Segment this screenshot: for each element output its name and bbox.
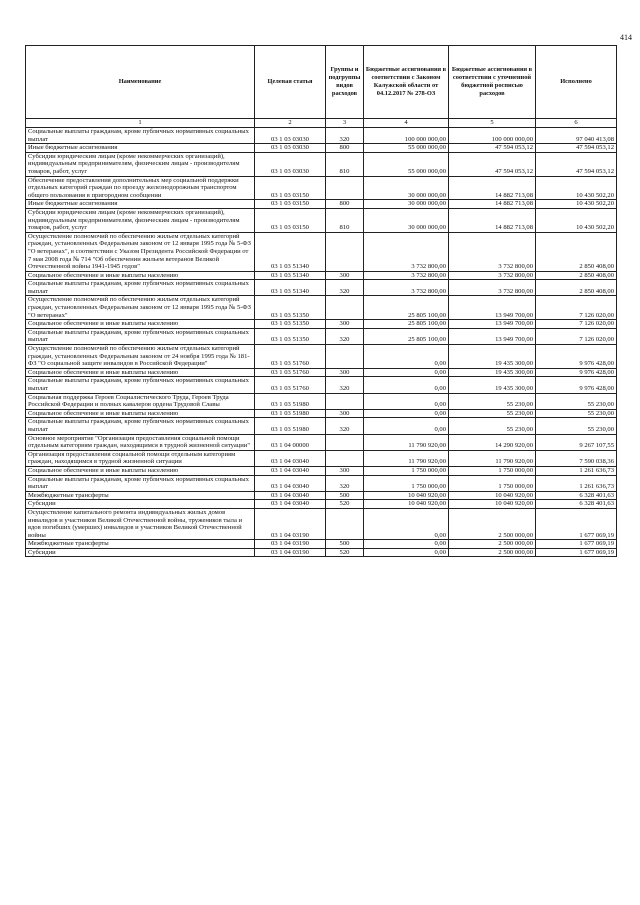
row-expense-group: 300 (326, 320, 364, 329)
row-name: Социальное обеспечение и иные выплаты населению (26, 409, 255, 418)
row-executed: 10 430 502,20 (536, 200, 617, 209)
row-name: Социальные выплаты гражданам, кроме публичных нормативных социальных выплат (26, 377, 255, 393)
row-refined-allocation: 2 500 000,00 (449, 548, 536, 557)
row-name: Обеспечение предоставления дополнительных мер социальной поддержки отдельных категорий граждан по проезду железнодорожным транспортом общего пользования в пригородном сообщении (26, 176, 255, 200)
header-name: Наименование (26, 46, 255, 119)
row-law-allocation: 25 805 100,00 (364, 320, 449, 329)
row-law-allocation: 55 000 000,00 (364, 152, 449, 176)
table-row (26, 232, 617, 271)
row-refined-allocation: 55 230,00 (449, 393, 536, 409)
row-target-article: 03 1 04 03190 (255, 508, 326, 539)
row-name: Социальные выплаты гражданам, кроме публичных нормативных социальных выплат (26, 418, 255, 434)
row-target-article: 03 1 03 03150 (255, 200, 326, 209)
row-target-article: 03 1 03 51760 (255, 377, 326, 393)
table-row (26, 128, 617, 144)
row-law-allocation: 0,00 (364, 548, 449, 557)
row-refined-allocation: 3 732 800,00 (449, 271, 536, 280)
row-name: Осуществление полномочий по обеспечению жильем отдельных категорий граждан, установленных Федеральным законом от 12 января 1995 года № 5-ФЗ "О ветеранах", в соответствии с Указом Президента Российской Федерации от 7 мая 2008 года № 714 "Об обеспечении жильем ветеранов Великой Отечественной войны 1941-1945 годов" (26, 232, 255, 271)
row-executed: 9 976 428,00 (536, 377, 617, 393)
row-name: Субсидии юридическим лицам (кроме некоммерческих организаций), индивидуальным предпринимателям, физическим лицам - производителям товаров, работ, услуг (26, 208, 255, 232)
row-target-article: 03 1 04 03190 (255, 548, 326, 557)
row-target-article: 03 1 03 51980 (255, 418, 326, 434)
table-row (26, 280, 617, 296)
row-refined-allocation: 19 435 300,00 (449, 377, 536, 393)
column-number-row (26, 119, 617, 128)
header-refined-allocation: Бюджетные ассигнования в соответствии с уточненной бюджетной росписью расходов (449, 46, 536, 119)
row-law-allocation: 30 000 000,00 (364, 176, 449, 200)
row-name: Социальное обеспечение и иные выплаты населению (26, 320, 255, 329)
row-law-allocation: 1 750 000,00 (364, 475, 449, 491)
row-name: Социальные выплаты гражданам, кроме публичных нормативных социальных выплат (26, 128, 255, 144)
row-law-allocation: 3 732 800,00 (364, 280, 449, 296)
row-target-article: 03 1 04 00000 (255, 434, 326, 450)
row-target-article: 03 1 03 03150 (255, 176, 326, 200)
row-name: Социальные выплаты гражданам, кроме публичных нормативных социальных выплат (26, 328, 255, 344)
row-refined-allocation: 47 594 053,12 (449, 152, 536, 176)
table-row (26, 208, 617, 232)
table-row (26, 176, 617, 200)
row-target-article: 03 1 03 51350 (255, 296, 326, 320)
header-law-allocation: Бюджетные ассигнования в соответствии с Законом Калужской области от 04.12.2017 № 278-ОЗ (364, 46, 449, 119)
row-law-allocation: 0,00 (364, 377, 449, 393)
row-refined-allocation: 1 750 000,00 (449, 466, 536, 475)
row-executed: 47 594 053,12 (536, 152, 617, 176)
row-refined-allocation: 2 500 000,00 (449, 508, 536, 539)
row-target-article: 03 1 04 03190 (255, 540, 326, 549)
row-refined-allocation: 13 949 700,00 (449, 320, 536, 329)
column-number: 3 (326, 119, 364, 128)
row-executed: 2 850 408,00 (536, 232, 617, 271)
row-law-allocation: 0,00 (364, 409, 449, 418)
row-target-article: 03 1 04 03040 (255, 500, 326, 509)
row-executed: 9 976 428,00 (536, 345, 617, 369)
row-name: Иные бюджетные ассигнования (26, 200, 255, 209)
row-name: Осуществление полномочий по обеспечению жильем отдельных категорий граждан, установленных Федеральным законом от 24 ноября 1995 года № 181-ФЗ "О социальной защите инвалидов в Российской Федерации" (26, 345, 255, 369)
row-executed: 1 677 069,19 (536, 540, 617, 549)
row-expense-group (326, 176, 364, 200)
row-executed: 9 976 428,00 (536, 368, 617, 377)
row-law-allocation: 25 805 100,00 (364, 296, 449, 320)
row-target-article: 03 1 03 51340 (255, 232, 326, 271)
column-number: 1 (26, 119, 255, 128)
row-expense-group: 520 (326, 500, 364, 509)
row-expense-group: 500 (326, 491, 364, 500)
row-executed: 7 590 038,36 (536, 450, 617, 466)
row-expense-group (326, 296, 364, 320)
row-name: Социальное обеспечение и иные выплаты населению (26, 368, 255, 377)
row-refined-allocation: 14 882 713,08 (449, 208, 536, 232)
row-law-allocation: 1 750 000,00 (364, 466, 449, 475)
row-expense-group: 320 (326, 377, 364, 393)
row-expense-group: 300 (326, 271, 364, 280)
row-expense-group: 300 (326, 368, 364, 377)
table-row (26, 328, 617, 344)
row-target-article: 03 1 03 51340 (255, 271, 326, 280)
row-target-article: 03 1 03 51350 (255, 328, 326, 344)
row-executed: 7 126 020,00 (536, 328, 617, 344)
row-law-allocation: 30 000 000,00 (364, 200, 449, 209)
row-executed: 55 230,00 (536, 418, 617, 434)
row-law-allocation: 0,00 (364, 345, 449, 369)
row-expense-group (326, 508, 364, 539)
row-refined-allocation: 19 435 300,00 (449, 345, 536, 369)
row-target-article: 03 1 03 51760 (255, 368, 326, 377)
table-row (26, 200, 617, 209)
row-target-article: 03 1 03 03030 (255, 128, 326, 144)
table-row (26, 450, 617, 466)
row-expense-group: 800 (326, 144, 364, 153)
table-row (26, 540, 617, 549)
table-row (26, 475, 617, 491)
row-refined-allocation: 19 435 300,00 (449, 368, 536, 377)
row-executed: 1 677 069,19 (536, 548, 617, 557)
row-executed: 9 267 107,55 (536, 434, 617, 450)
row-target-article: 03 1 03 03030 (255, 152, 326, 176)
row-refined-allocation: 14 882 713,08 (449, 176, 536, 200)
row-executed: 10 430 502,20 (536, 208, 617, 232)
table-row (26, 320, 617, 329)
row-target-article: 03 1 04 03040 (255, 475, 326, 491)
table-row (26, 548, 617, 557)
row-name: Осуществление капитального ремонта индивидуальных жилых домов инвалидов и участников Великой Отечественной войны, тружеников тыла и вдов погибших (умерших) инвалидов и участников Великой Отечественной войны (26, 508, 255, 539)
row-expense-group: 810 (326, 208, 364, 232)
row-name: Межбюджетные трансферты (26, 540, 255, 549)
row-refined-allocation: 3 732 800,00 (449, 280, 536, 296)
row-refined-allocation: 2 500 000,00 (449, 540, 536, 549)
column-number: 5 (449, 119, 536, 128)
row-name: Социальные выплаты гражданам, кроме публичных нормативных социальных выплат (26, 475, 255, 491)
table-row (26, 345, 617, 369)
row-expense-group: 320 (326, 475, 364, 491)
row-refined-allocation: 13 949 700,00 (449, 328, 536, 344)
row-expense-group (326, 232, 364, 271)
row-name: Субсидии (26, 548, 255, 557)
row-target-article: 03 1 03 51350 (255, 320, 326, 329)
row-refined-allocation: 55 230,00 (449, 418, 536, 434)
row-law-allocation: 0,00 (364, 540, 449, 549)
row-law-allocation: 10 040 920,00 (364, 491, 449, 500)
row-law-allocation: 11 790 920,00 (364, 434, 449, 450)
row-expense-group: 320 (326, 280, 364, 296)
row-expense-group: 520 (326, 548, 364, 557)
row-executed: 55 230,00 (536, 409, 617, 418)
row-executed: 2 850 408,00 (536, 280, 617, 296)
row-refined-allocation: 1 750 000,00 (449, 475, 536, 491)
row-expense-group: 500 (326, 540, 364, 549)
row-expense-group (326, 434, 364, 450)
table-row (26, 144, 617, 153)
table-row (26, 393, 617, 409)
row-refined-allocation: 47 594 053,12 (449, 144, 536, 153)
row-executed: 1 261 636,73 (536, 475, 617, 491)
table-row (26, 296, 617, 320)
row-target-article: 03 1 04 03040 (255, 491, 326, 500)
row-target-article: 03 1 03 51980 (255, 409, 326, 418)
row-expense-group: 320 (326, 128, 364, 144)
row-law-allocation: 55 000 000,00 (364, 144, 449, 153)
row-law-allocation: 0,00 (364, 508, 449, 539)
row-refined-allocation: 14 882 713,08 (449, 200, 536, 209)
row-target-article: 03 1 03 51760 (255, 345, 326, 369)
row-law-allocation: 3 732 800,00 (364, 232, 449, 271)
row-executed: 6 328 401,63 (536, 500, 617, 509)
row-law-allocation: 10 040 920,00 (364, 500, 449, 509)
row-executed: 55 230,00 (536, 393, 617, 409)
header-row (26, 46, 617, 119)
table-body (26, 128, 617, 557)
row-executed: 7 126 020,00 (536, 296, 617, 320)
row-expense-group: 300 (326, 466, 364, 475)
row-refined-allocation: 3 732 800,00 (449, 232, 536, 271)
column-number: 6 (536, 119, 617, 128)
row-executed: 7 126 020,00 (536, 320, 617, 329)
row-target-article: 03 1 03 03150 (255, 208, 326, 232)
row-executed: 2 850 408,00 (536, 271, 617, 280)
row-law-allocation: 100 000 000,00 (364, 128, 449, 144)
row-name: Социальное обеспечение и иные выплаты населению (26, 466, 255, 475)
row-refined-allocation: 13 949 700,00 (449, 296, 536, 320)
table-row (26, 491, 617, 500)
row-target-article: 03 1 04 03040 (255, 450, 326, 466)
row-executed: 1 677 069,19 (536, 508, 617, 539)
row-expense-group: 300 (326, 409, 364, 418)
table-row (26, 152, 617, 176)
row-refined-allocation: 10 040 920,00 (449, 500, 536, 509)
budget-table (25, 45, 617, 557)
table-row (26, 271, 617, 280)
row-refined-allocation: 100 000 000,00 (449, 128, 536, 144)
row-refined-allocation: 10 040 920,00 (449, 491, 536, 500)
header-executed: Исполнено (536, 46, 617, 119)
row-target-article: 03 1 04 03040 (255, 466, 326, 475)
table-row (26, 466, 617, 475)
table-row (26, 409, 617, 418)
row-law-allocation: 0,00 (364, 368, 449, 377)
header-target-article: Целевая статья (255, 46, 326, 119)
row-name: Организация предоставления социальной помощи отдельным категориям граждан, находящимся в трудной жизненной ситуации (26, 450, 255, 466)
row-refined-allocation: 55 230,00 (449, 409, 536, 418)
row-law-allocation: 3 732 800,00 (364, 271, 449, 280)
row-expense-group: 800 (326, 200, 364, 209)
row-target-article: 03 1 03 03030 (255, 144, 326, 153)
table-row (26, 368, 617, 377)
column-number: 4 (364, 119, 449, 128)
row-expense-group (326, 393, 364, 409)
row-expense-group (326, 345, 364, 369)
row-name: Социальная поддержка Героев Социалистического Труда, Героев Труда Российской Федерации и полных кавалеров ордена Трудовой Славы (26, 393, 255, 409)
row-name: Основное мероприятие "Организация предоставления социальной помощи отдельным категориям граждан, находящимся в трудной жизненной ситуации" (26, 434, 255, 450)
row-executed: 6 328 401,63 (536, 491, 617, 500)
row-target-article: 03 1 03 51980 (255, 393, 326, 409)
row-refined-allocation: 11 790 920,00 (449, 450, 536, 466)
row-executed: 1 261 636,73 (536, 466, 617, 475)
row-law-allocation: 11 790 920,00 (364, 450, 449, 466)
row-law-allocation: 25 805 100,00 (364, 328, 449, 344)
row-name: Социальные выплаты гражданам, кроме публичных нормативных социальных выплат (26, 280, 255, 296)
table-row (26, 418, 617, 434)
header-expense-group: Группы и подгруппы видов расходов (326, 46, 364, 119)
table-row (26, 377, 617, 393)
row-law-allocation: 0,00 (364, 418, 449, 434)
table-row (26, 434, 617, 450)
row-executed: 47 594 053,12 (536, 144, 617, 153)
table-row (26, 508, 617, 539)
table-row (26, 500, 617, 509)
row-name: Субсидии юридическим лицам (кроме некоммерческих организаций), индивидуальным предпринимателям, физическим лицам - производителям товаров, работ, услуг (26, 152, 255, 176)
row-executed: 10 430 502,20 (536, 176, 617, 200)
row-executed: 97 040 413,08 (536, 128, 617, 144)
row-expense-group: 810 (326, 152, 364, 176)
row-law-allocation: 0,00 (364, 393, 449, 409)
row-name: Межбюджетные трансферты (26, 491, 255, 500)
row-refined-allocation: 14 290 920,00 (449, 434, 536, 450)
row-name: Социальное обеспечение и иные выплаты населению (26, 271, 255, 280)
row-law-allocation: 30 000 000,00 (364, 208, 449, 232)
column-number: 2 (255, 119, 326, 128)
row-name: Осуществление полномочий по обеспечению жильем отдельных категорий граждан, установленных Федеральным законом от 12 января 1995 года № 5-ФЗ "О ветеранах" (26, 296, 255, 320)
row-expense-group: 320 (326, 328, 364, 344)
row-expense-group (326, 450, 364, 466)
row-name: Субсидии (26, 500, 255, 509)
row-name: Иные бюджетные ассигнования (26, 144, 255, 153)
row-expense-group: 320 (326, 418, 364, 434)
page-number: 414 (620, 33, 632, 42)
row-target-article: 03 1 03 51340 (255, 280, 326, 296)
